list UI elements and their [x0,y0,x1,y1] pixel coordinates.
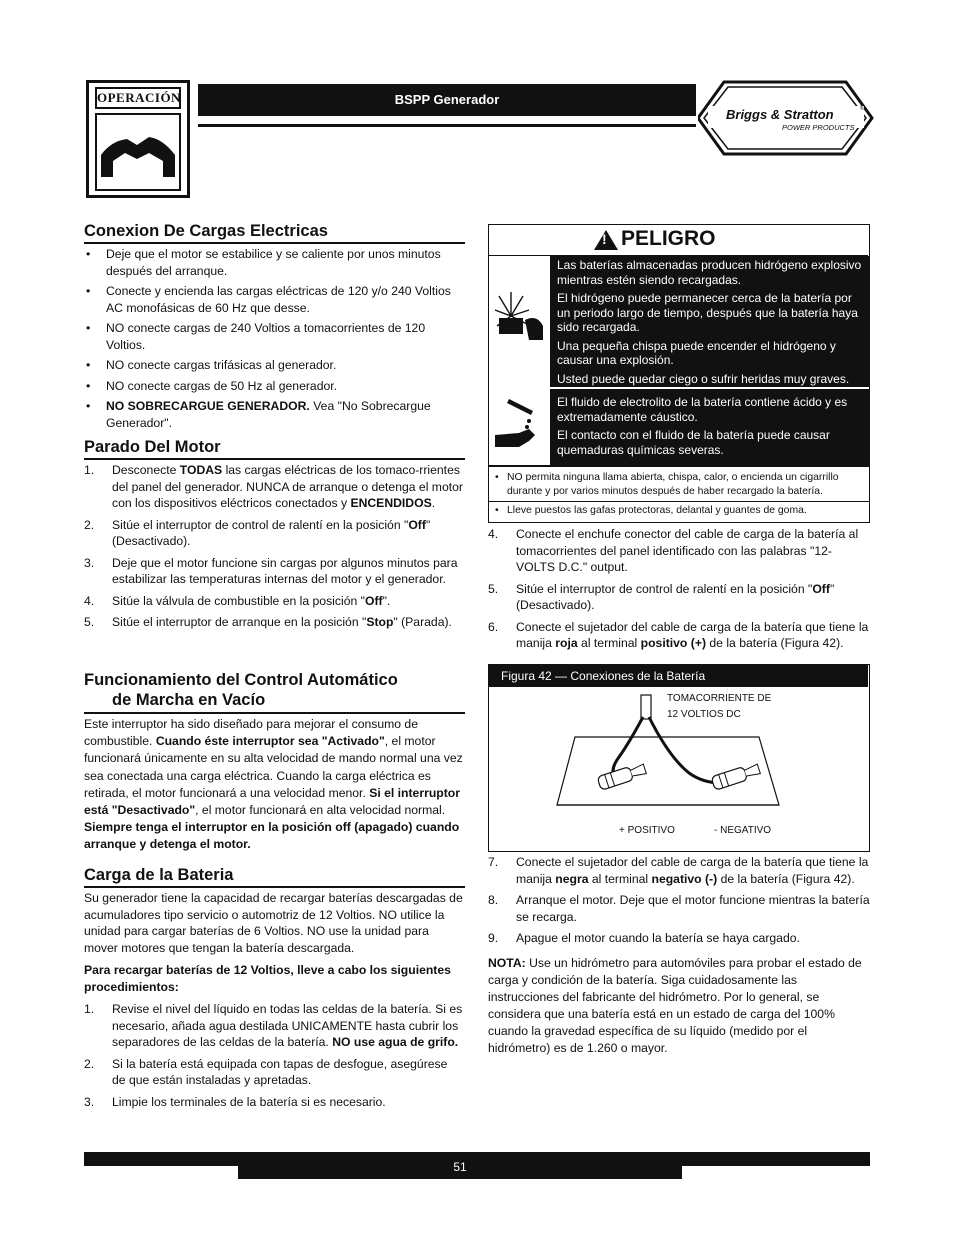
carga-section [84,890,464,1115]
list-item: • Conecte y encienda las cargas eléctricas de 120 y/o 240 Voltios AC monofásicas de 60 Hz que desse. [84,283,464,316]
logo-subtext: POWER PRODUCTS [782,123,855,132]
list-item: • NO conecte cargas de 240 Voltios a tomacorrientes de 120 Voltios. [84,320,464,353]
list-item: 1. Revise el nivel del líquido en todas las celdas de la batería. Si es necesario, añada agua destilada UNICAMENTE hasta cubrir los separadores de las celdas de la batería. NO use agua de grifo. [84,1002,463,1049]
list-item: 2. Si la batería está equipada con tapas de desfogue, asegúrese de que están instaladas y apretadas. [84,1056,448,1087]
hands-icon [95,113,181,191]
list-item: 7. Conecte el sujetador del cable de carga de la batería que tiene la manija negra al terminal negativo (-) de la batería (Figura 42). [488,855,869,886]
divider [489,465,869,467]
divider [489,501,869,502]
peligro-box [488,224,870,523]
header-rule [198,124,696,127]
list-item: 5. Sitúe el interruptor de control de ralentí en la posición "Off" (Desactivado). [488,581,835,612]
list-item: 3. Limpie los terminales de la batería si es necesario. [84,1094,386,1109]
list-item: 1. Desconecte TODAS las cargas eléctricas de los tomaco-rrientes del panel del generador. NUNCA de arranque o detenga el motor con los dispositivos eléctricos conectados y ENCENDIDOS. [84,463,463,510]
list-item: 4. Conecte el enchufe conector del cable de carga de la batería al tomacorrientes del panel identificado con las palabras "12-VOLTS D.C." output. [488,527,859,574]
explosion-icon [489,256,551,387]
operacion-badge [86,80,190,198]
outlet-label-2: 12 VOLTIOS DC [667,709,741,720]
briggs-stratton-logo [698,80,874,156]
right-steps-b [488,854,870,1057]
heading-rule [84,886,465,888]
carga-bold-intro: Para recargar baterías de 12 Voltios, lleve a cabo los siguientes procedimientos: [84,963,451,994]
page-number: 51 [238,1152,682,1179]
funcionamiento-paragraph: Este interruptor ha sido diseñado para mejorar el consumo de combustible. Cuando éste interruptor sea "Activado", el motor funcionará únicamente en su alta velocidad de mando normal una vez sea conectada una carga eléctrica. Cuando la carga eléctrica es retirada, el motor funcionará a una velocidad menor. Si el interruptor está "Desactivado", el motor funcionará en alta velocidad normal. Siempre tenga el interruptor en la posición off (apagado) cuando arranque y detenga el motor. [84,717,463,852]
list-item: • NO SOBRECARGUE GENERADOR. Vea "No Sobrecargue Generador". [84,398,464,431]
list-item: • NO conecte cargas trifásicas al generador. [84,357,464,374]
acid-hand-icon [489,389,551,465]
negative-label: - NEGATIVO [714,825,772,836]
outlet-label: TOMACORRIENTE DE [667,693,772,704]
funcionamiento-heading: Funcionamiento del Control Automático de Marcha en Vacío [84,671,398,709]
peligro-bullets-2 [493,504,865,522]
list-item: 9. Apague el motor cuando la batería se haya cargado. [488,931,800,945]
parado-steps [84,462,464,636]
conexion-heading: Conexion De Cargas Electricas [84,222,328,240]
list-item: 8. Arranque el motor. Deje que el motor funcione mientras la batería se recarga. [488,893,870,924]
figure-caption: Figura 42 — Conexiones de la Batería [489,665,868,687]
list-item: • NO permita ninguna llama abierta, chispa, calor, o encienda un cigarrillo durante y por varios minutos después de haber recargado la batería. [493,471,865,498]
list-item: 2. Sitúe el interruptor de control de ralentí en la posición "Off" (Desactivado). [84,517,431,548]
nota-paragraph: NOTA: Use un hidrómetro para automóviles para probar el estado de carga y condición de la batería. Siga cuidadosamente las instrucciones del fabricante del hidrómetro. Por lo general, se considera que una batería está en un estado de carga del 100% cuando la gravedad específica de su líquido (medido por el hidrómetro) es de 1.260 o mayor. [488,955,862,1055]
list-item: • Deje que el motor se estabilice y se caliente por unos minutos después del arranque. [84,246,464,279]
positive-label: + POSITIVO [619,825,675,836]
peligro-title: ! PELIGRO [489,225,868,256]
parado-heading: Parado Del Motor [84,438,221,456]
heading-rule [84,458,465,460]
logo-registered-mark: ® [860,106,865,112]
header-title: BSPP Generador [198,84,696,116]
list-item: • NO conecte cargas de 50 Hz al generador. [84,378,464,395]
peligro-dark-1: Las baterías almacenadas producen hidrógeno explosivo mientras estén siendo recargadas. El hidrógeno puede permanecer cerca de la batería por un periodo largo de tiempo, después que la batería haya sido recargada. Una pequeña chispa puede encender el hidrógeno y causar una explosión. Usted puede quedar ciego o sufrir heridas muy graves. [551,256,869,387]
list-item: • Lleve puestos las gafas protectoras, delantal y guantes de goma. [493,504,865,518]
carga-heading: Carga de la Bateria [84,866,234,884]
list-item: 6. Conecte el sujetador del cable de carga de la batería que tiene la manija roja al terminal positivo (+) de la batería (Figura 42). [488,619,869,650]
heading-rule [84,712,465,714]
conexion-list [84,246,464,435]
list-item: 3. Deje que el motor funcione sin cargas por algunos minutos para estabilizar las temperaturas internas del motor y el generador. [84,555,458,586]
logo-text: Briggs & Stratton [726,107,834,122]
peligro-bullets [493,471,865,500]
figure-42 [488,664,870,852]
list-item: 4. Sitúe la válvula de combustible en la posición "Off". [84,593,391,608]
right-steps-a [488,526,870,657]
warning-glyph: ! [602,231,607,247]
list-item: 5. Sitúe el interruptor de arranque en la posición "Stop" (Parada). [84,615,452,629]
carga-intro: Su generador tiene la capacidad de recargar baterías descargadas de acumuladores tipo servicio o automotriz de 12 Voltios. NO utilice la unidad para cargar baterías de 6 Voltios. NO use la unidad para mover motores que tengan la batería descargada. [84,891,463,955]
peligro-dark-2: El fluido de electrolito de la batería contiene ácido y es extremadamente cáustico. El contacto con el fluido de la batería puede causar quemaduras químicas severas. [551,389,869,465]
operacion-label: OPERACIÓN [95,87,181,109]
heading-rule [84,242,465,244]
